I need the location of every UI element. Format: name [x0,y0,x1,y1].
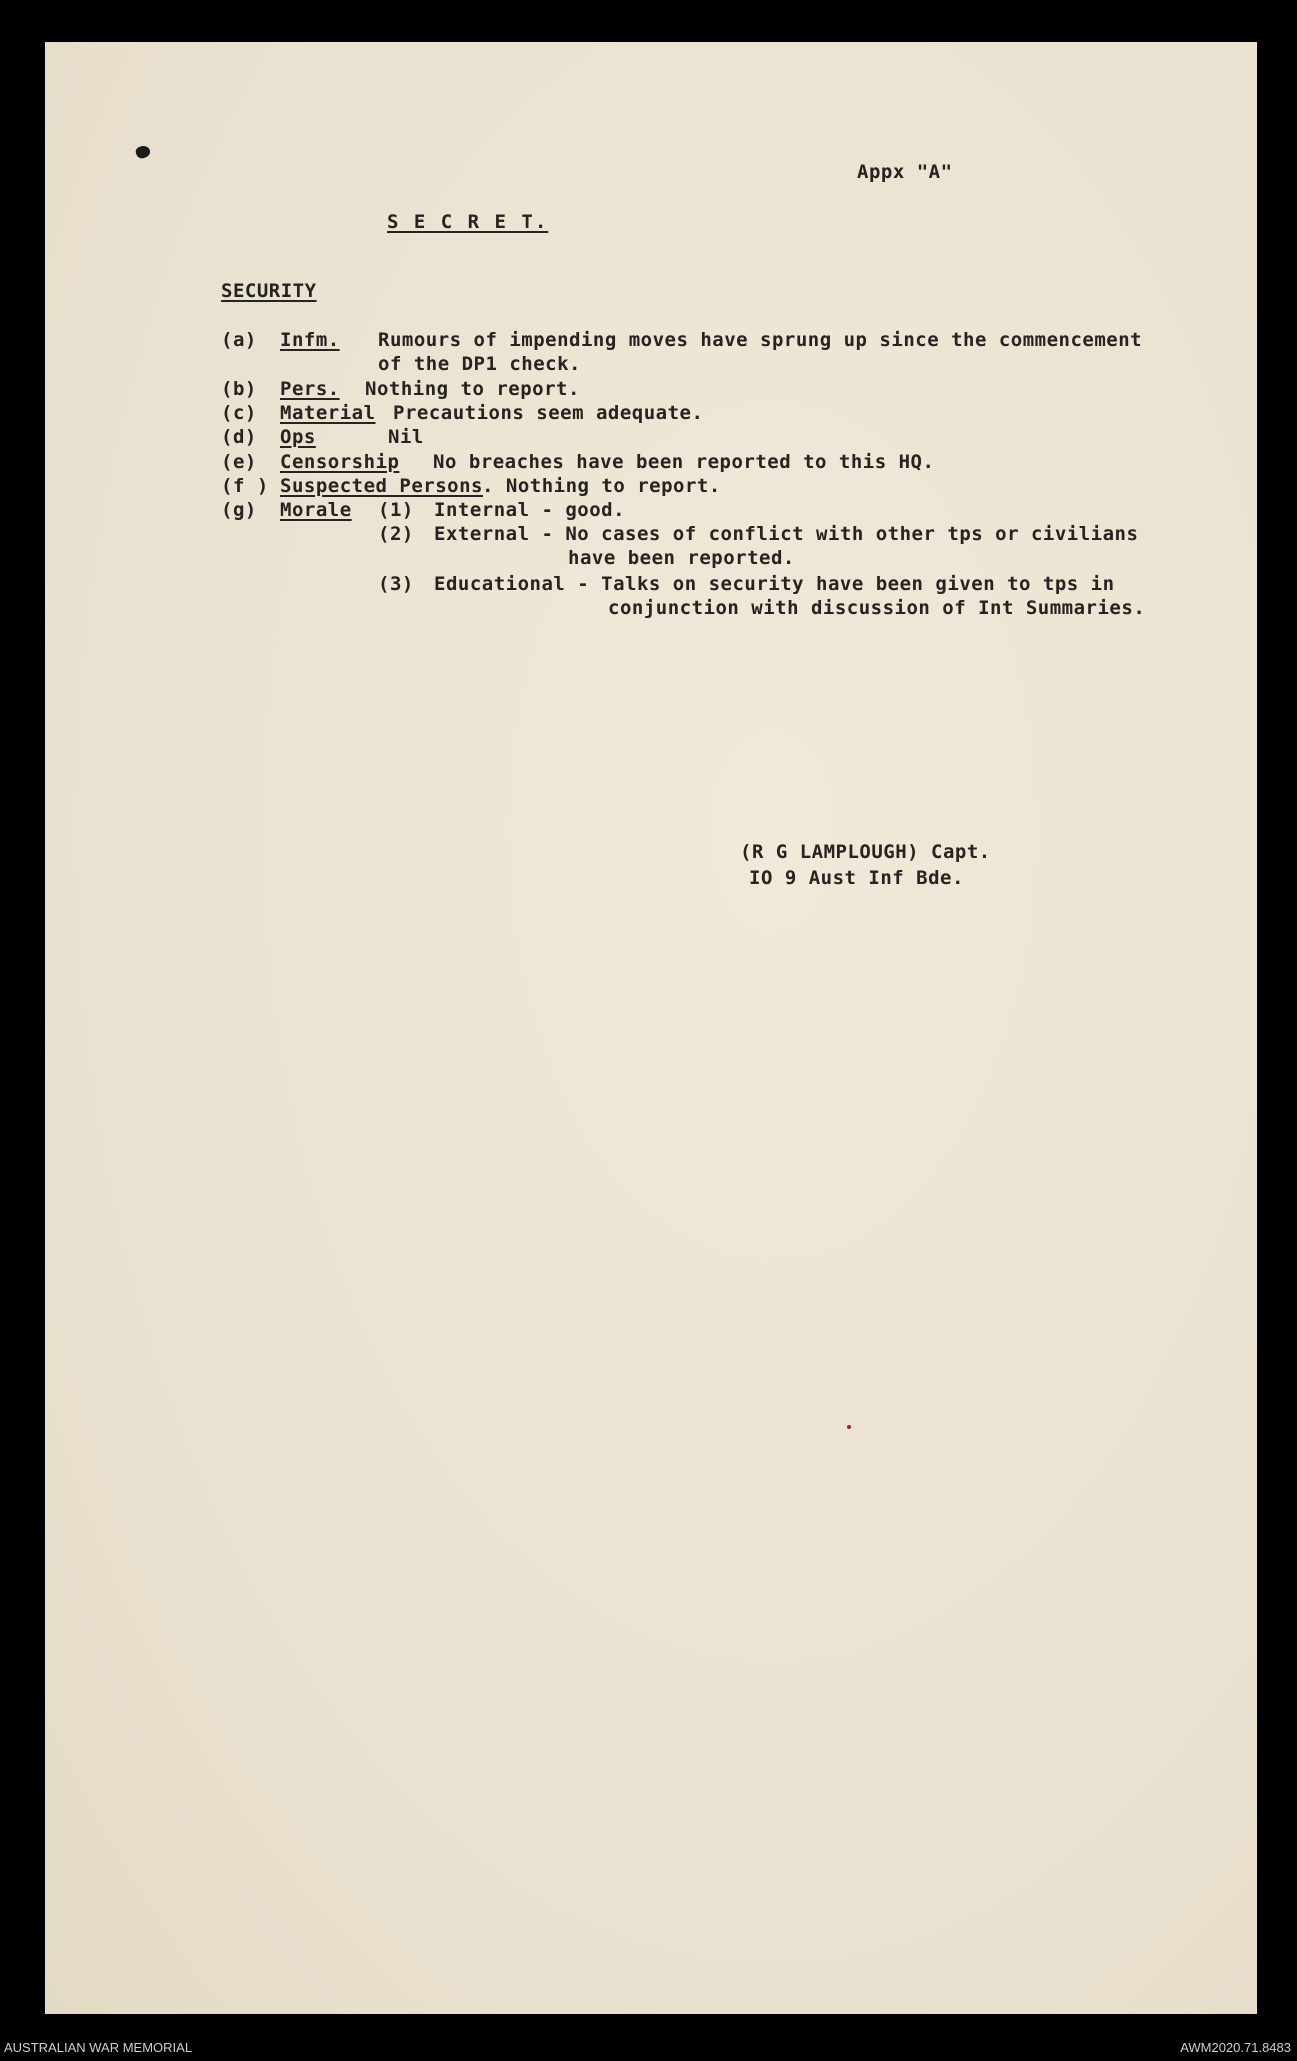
item-e-heading: Censorship [280,451,400,473]
item-f-text: . Nothing to report. [482,475,721,497]
signature-unit: IO 9 Aust Inf Bde. [749,867,964,889]
item-c-label: (c) [221,402,257,424]
morale-3-text: Educational - Talks on security have been given to tps in [434,573,1115,595]
item-c-text: Precautions seem adequate. [393,402,704,424]
morale-1-number: (1) [378,499,414,521]
item-g-heading: Morale [280,499,352,521]
item-a-label: (a) [221,329,257,351]
item-d-heading: Ops [280,426,316,448]
item-b-heading: Pers. [280,378,340,400]
item-f-heading: Suspected Persons [280,475,483,497]
ink-speck [847,1425,851,1429]
classification-heading: S E C R E T. [387,211,549,233]
item-a-heading: Infm. [280,329,340,351]
item-d-text: Nil [388,426,424,448]
item-a-continuation: of the DP1 check. [378,353,581,375]
item-b-text: Nothing to report. [365,378,580,400]
item-f-label: (f ) [221,475,269,497]
item-g-label: (g) [221,499,257,521]
item-e-label: (e) [221,451,257,473]
item-d-label: (d) [221,426,257,448]
item-c-heading: Material [280,402,376,424]
morale-2-number: (2) [378,523,414,545]
appendix-label: Appx "A" [857,161,953,183]
morale-2-text: External - No cases of conflict with other tps or civilians [434,523,1139,545]
footer-institution: AUSTRALIAN WAR MEMORIAL [4,2040,193,2055]
item-b-label: (b) [221,378,257,400]
item-a-text: Rumours of impending moves have sprung up since the commencement [378,329,1143,351]
footer-reference: AWM2020.71.8483 [1180,2040,1291,2055]
section-title: SECURITY [221,280,317,302]
signature-name: (R G LAMPLOUGH) Capt. [740,841,991,863]
morale-3-continuation: conjunction with discussion of Int Summaries. [608,597,1146,619]
item-e-text: No breaches have been reported to this HQ. [433,451,935,473]
morale-1-text: Internal - good. [434,499,626,521]
morale-3-number: (3) [378,573,414,595]
morale-2-continuation: have been reported. [568,547,795,569]
